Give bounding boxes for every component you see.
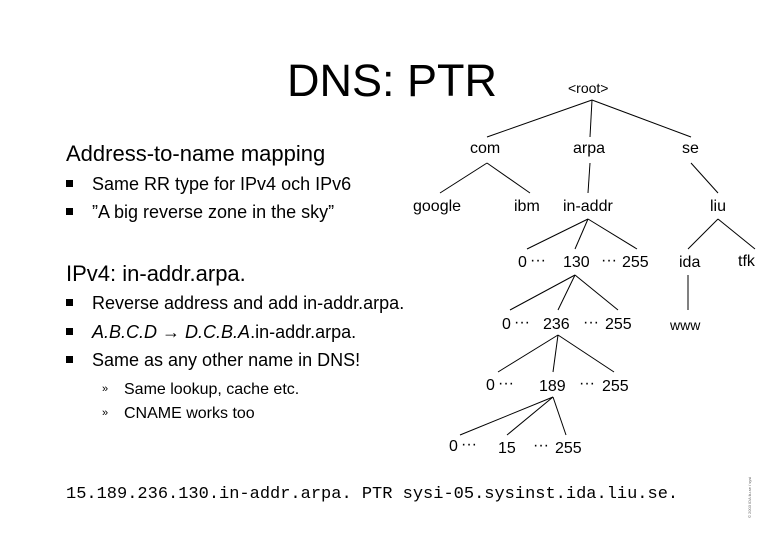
tree-node-l2-zero: 0 <box>502 316 511 333</box>
bullet-big-reverse-zone: ”A big reverse zone in the sky” <box>92 202 335 222</box>
tree-node-l4-dots1: ··· <box>461 436 477 453</box>
tree-node-ibm: ibm <box>514 198 540 215</box>
tree-node-root: <root> <box>568 80 609 96</box>
heading-ipv4-in-addr: IPv4: in-addr.arpa. <box>66 261 246 286</box>
tree-node-l1-dots2: ··· <box>601 252 617 269</box>
tree-node-ida: ida <box>679 254 701 271</box>
abcd-text: A.B.C.D <box>92 322 158 342</box>
bullet-same-rr-type: Same RR type for IPv4 och IPv6 <box>92 174 352 194</box>
tree-node-l2-236: 236 <box>543 316 570 333</box>
tree-node-se: se <box>682 140 699 157</box>
arrow-right-icon: → <box>162 322 181 342</box>
tree-node-l1-dots1: ··· <box>530 252 546 269</box>
tree-node-l4-dots2: ··· <box>533 437 549 454</box>
tree-node-l2-255: 255 <box>605 316 632 333</box>
tree-node-l1-zero: 0 <box>518 254 527 271</box>
tree-node-l3-zero: 0 <box>486 377 495 394</box>
tree-node-l3-255: 255 <box>602 378 629 395</box>
sub-bullet-cname: CNAME works too <box>124 405 255 422</box>
ptr-record-line: 15.189.236.130.in-addr.arpa. PTR sysi-05.sysinst.ida.liu.se. <box>66 485 679 504</box>
dcba-text: D.C.B.A <box>185 322 251 342</box>
tree-node-l2-dots2: ··· <box>583 314 599 331</box>
heading-address-to-name: Address-to-name mapping <box>66 141 326 166</box>
tree-node-www: www <box>670 317 701 333</box>
tree-node-l4-15: 15 <box>498 440 516 457</box>
tree-node-tfk: tfk <box>738 253 755 270</box>
bullet-reverse-address: Reverse address and add in-addr.arpa. <box>92 293 405 313</box>
tree-node-l1-255: 255 <box>622 254 649 271</box>
tree-node-l3-dots1: ··· <box>498 375 514 392</box>
bullet-same-as-any-name: Same as any other name in DNS! <box>92 350 361 370</box>
tree-node-in-addr: in-addr <box>563 198 613 215</box>
tree-node-l1-130: 130 <box>563 254 590 271</box>
page-title: DNS: PTR <box>287 55 498 106</box>
sub-bullet-same-lookup: Same lookup, cache etc. <box>124 381 300 398</box>
tree-node-google: google <box>413 198 462 215</box>
in-addr-suffix-text: .in-addr.arpa. <box>250 322 357 342</box>
tree-node-l4-255: 255 <box>555 440 582 457</box>
tree-node-l4-zero: 0 <box>449 438 458 455</box>
tree-node-l2-dots1: ··· <box>514 314 530 331</box>
tree-node-arpa: arpa <box>573 140 606 157</box>
tree-node-l3-dots2: ··· <box>579 375 595 392</box>
tree-node-l3-189: 189 <box>539 378 566 395</box>
tree-node-com: com <box>470 140 501 157</box>
sub-bullet-arrow-icon: » <box>102 407 109 419</box>
sub-bullet-arrow-icon: » <box>102 383 109 395</box>
tree-node-liu: liu <box>710 198 727 215</box>
footer-copyright: © 2003 IDA liu.se / sysi <box>747 476 752 518</box>
